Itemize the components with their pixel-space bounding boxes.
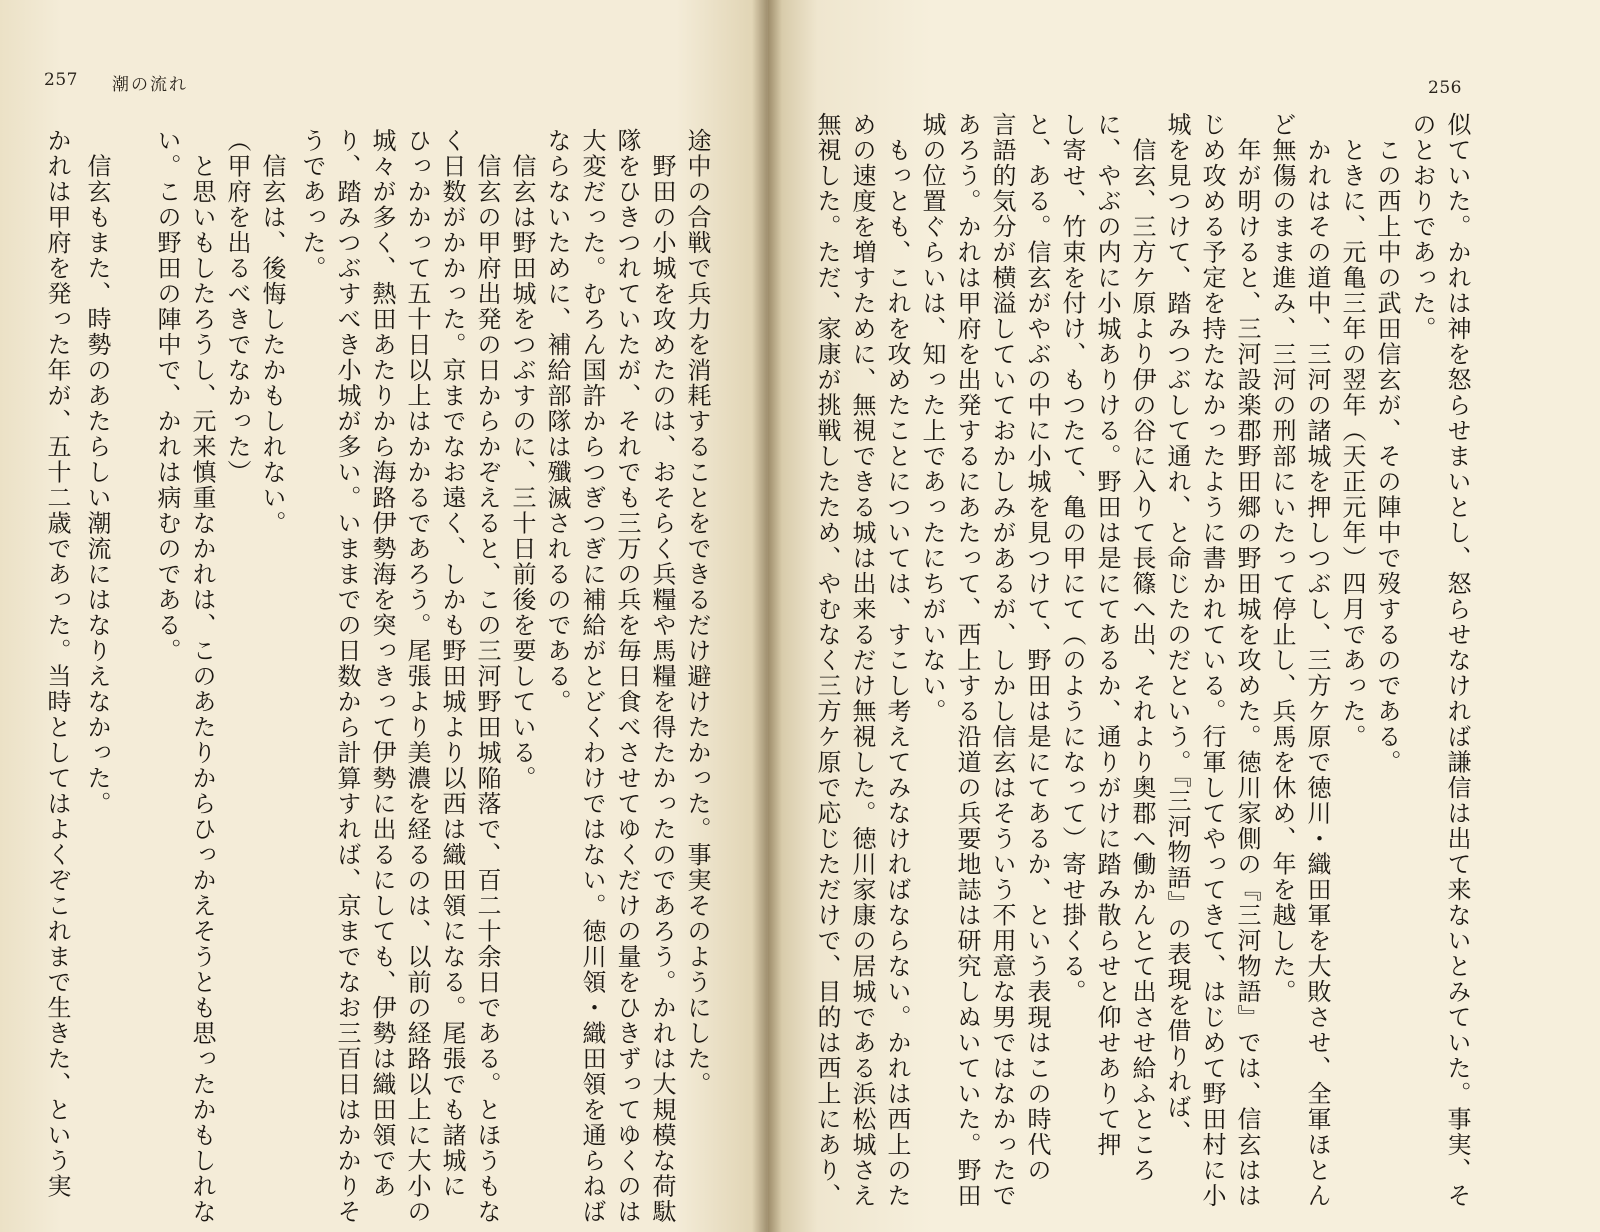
running-title: 潮の流れ bbox=[112, 75, 188, 95]
left-page-number: 257 bbox=[44, 70, 78, 90]
right-page-number: 256 bbox=[1428, 78, 1462, 98]
left-column: かれは甲府を発った年が、五十二歳であった。当時としてはよくぞこれまで生きた、という実 bbox=[43, 128, 71, 1199]
left-column: 城々が多く、熱田あたりから海路伊勢海を突っきって伊勢に出るにしても、伊勢は織田領であ bbox=[368, 128, 396, 1199]
right-column: し寄せ、竹束を付け、もつたて、亀の甲にて（のようになって）寄せ掛くる。 bbox=[1058, 112, 1086, 1005]
right-column: 無視した。ただ、家康が挑戦したため、やむなく三方ケ原で応じただけで、目的は西上にあり、 bbox=[813, 112, 841, 1209]
left-column: と思いもしたろうし、元来慎重なかれは、このあたりからひっかえそうとも思ったかもしれな bbox=[188, 128, 216, 1225]
right-column: あろう。かれは甲府を出発するにあたって、西上する沿道の兵要地誌は研究しぬいていた。野田 bbox=[953, 112, 981, 1209]
left-column: うであった。 bbox=[298, 128, 326, 281]
right-column: ど無傷のまま進み、三河の刑部にいたって停止し、兵馬を休め、年を越した。 bbox=[1268, 112, 1296, 1005]
right-column: 年が明けると、三河設楽郡野田郷の野田城を攻めた。徳川家側の『三河物語』では、信玄はは bbox=[1233, 112, 1261, 1209]
left-column: 野田の小城を攻めたのは、おそらく兵糧や馬糧を得たかったのであろう。かれは大規模な荷駄 bbox=[648, 128, 676, 1225]
left-column: ひっかかって五十日以上はかかるであろう。尾張より美濃を経るのは、以前の経路以上に大小の bbox=[403, 128, 431, 1225]
left-column: 大変だった。むろん国許からつぎつぎに補給がとどくわけではない。徳川領・織田領を通らねば bbox=[578, 128, 606, 1225]
left-column: 信玄の甲府出発の日からかぞえると、この三河野田城陥落で、百二十余日である。とほうもな bbox=[473, 128, 501, 1225]
left-column: 信玄は野田城をつぶすのに、三十日前後を要している。 bbox=[508, 128, 536, 791]
right-page bbox=[768, 0, 1600, 1232]
right-column: 城を見つけて、踏みつぶして通れ、と命じたのだという。『三河物語』の表現を借りれば、 bbox=[1163, 112, 1191, 1146]
right-column: 言語的気分が横溢していておかしみがあるが、しかし信玄はそういう不用意な男ではなかったで bbox=[988, 112, 1016, 1209]
right-column: この西上中の武田信玄が、その陣中で歿するのである。 bbox=[1373, 112, 1401, 775]
left-column: 途中の合戦で兵力を消耗することをできるだけ避けたかった。事実そのようにした。 bbox=[683, 128, 711, 1097]
left-column: 隊をひきつれていたが、それでも三万の兵を毎日食べさせてゆくだけの量をひきずってゆくのは bbox=[613, 128, 641, 1225]
right-column: めの速度を増すために、無視できる城は出来るだけ無視した。徳川家康の居城である浜松城さえ bbox=[848, 112, 876, 1209]
right-column: 信玄、三方ケ原より伊の谷に入りて長篠へ出、それより奥郡へ働かんとて出させ給ふところ bbox=[1128, 112, 1156, 1183]
book-gutter bbox=[752, 0, 782, 1232]
right-column: のとおりであった。 bbox=[1408, 112, 1436, 342]
left-column: 信玄もまた、時勢のあたらしい潮流にはなりえなかった。 bbox=[83, 128, 111, 817]
right-column: に、やぶの内に小城ありける。野田は是にてあるか、通りがけに踏み散らせと仰せありて押 bbox=[1093, 112, 1121, 1158]
left-column: 信玄は、後悔したかもしれない。 bbox=[258, 128, 286, 536]
right-column: かれはその道中、三河の諸城を押しつぶし、三方ケ原で徳川・織田軍を大敗させ、全軍ほとん bbox=[1303, 112, 1331, 1209]
right-column: 似ていた。かれは神を怒らせまいとし、怒らせなければ謙信は出て来ないとみていた。事実、そ bbox=[1443, 112, 1471, 1209]
left-column: ならないために、補給部隊は殲滅されるのである。 bbox=[543, 128, 571, 715]
right-column: ときに、元亀三年の翌年（天正元年）四月であった。 bbox=[1338, 112, 1366, 750]
left-page bbox=[0, 0, 768, 1232]
right-column: 城の位置ぐらいは、知った上であったにちがいない。 bbox=[918, 112, 946, 724]
right-column: もっとも、これを攻めたことについては、すこし考えてみなければならない。かれは西上のた bbox=[883, 112, 911, 1209]
right-column: と、ある。信玄がやぶの中に小城を見つけて、野田は是にてあるか、という表現はこの時代の bbox=[1023, 112, 1051, 1183]
left-column: り、踏みつぶすべき小城が多い。いままでの日数から計算すれば、京までなお三百日はかかりそ bbox=[333, 128, 361, 1225]
left-column: （甲府を出るべきでなかった） bbox=[223, 128, 251, 485]
left-column: く日数がかかった。京までなお遠く、しかも野田城より以西は織田領になる。尾張でも諸城に bbox=[438, 128, 466, 1199]
left-column: い。この野田の陣中で、かれは病むのである。 bbox=[153, 128, 181, 664]
right-column: じめ攻める予定を持たなかったように書かれている。行軍してやってきて、はじめて野田村に小 bbox=[1198, 112, 1226, 1209]
